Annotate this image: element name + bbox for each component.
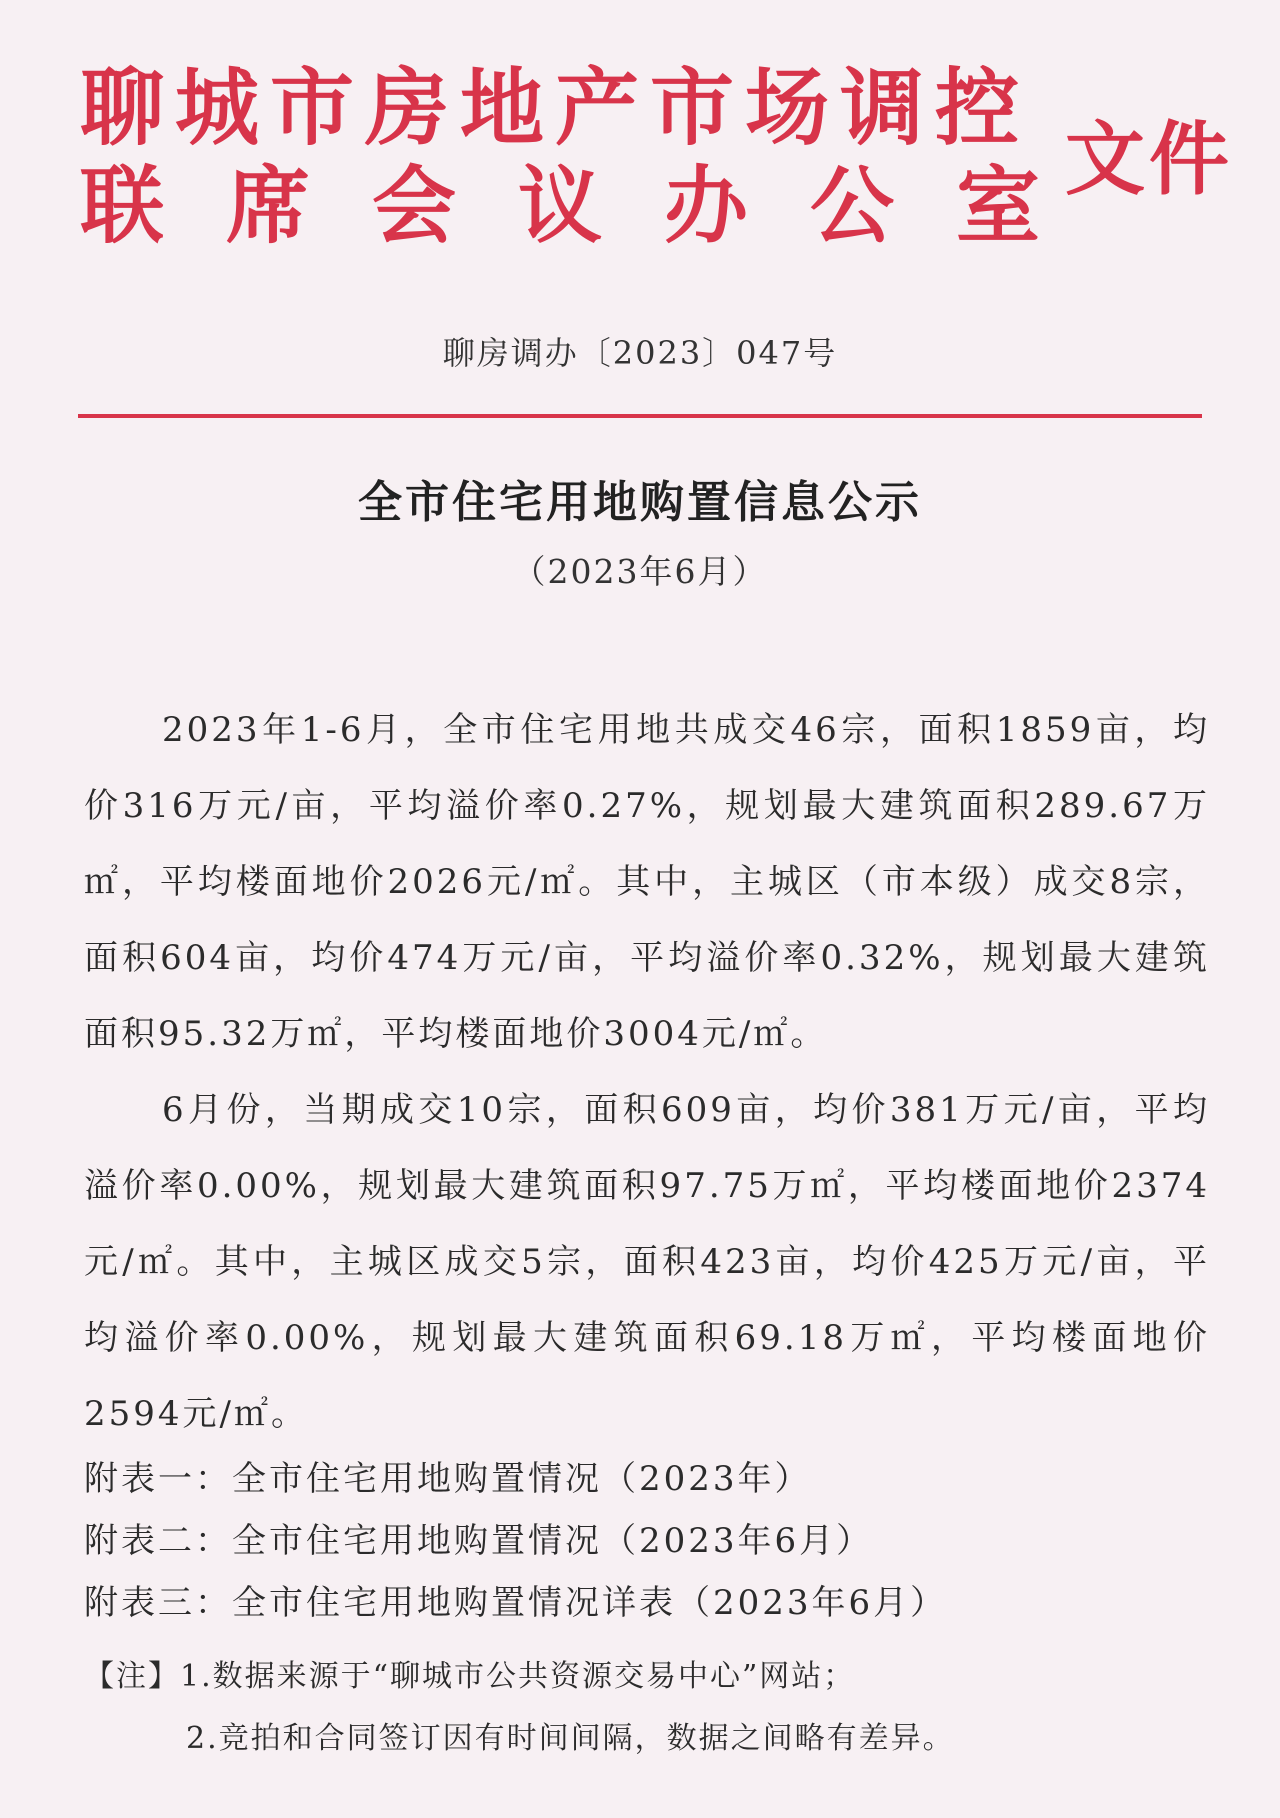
document-title: 全市住宅用地购置信息公示 bbox=[358, 477, 922, 528]
body-paragraph-2: 6月份，当期成交10宗，面积609亩，均价381万元/亩，平均溢价率0.00%，规划最大建筑面积97.75万㎡，平均楼面地价2374元/㎡。其中，主城区成交5宗，面积423亩，均价425万元/亩，平均溢价率0.00%，规划最大建筑面积69.18万㎡，平均楼面地价2594元/㎡。 bbox=[84, 1090, 1210, 1434]
attachment-item: 附表一：全市住宅用地购置情况（2023年） bbox=[84, 1459, 812, 1499]
document-header bbox=[80, 48, 1233, 258]
note-line-2: 2.竞拍和合同签订因有时间间隔，数据之间略有差异。 bbox=[186, 1721, 955, 1756]
body-paragraph-1: 2023年1-6月，全市住宅用地共成交46宗，面积1859亩，均价316万元/亩，平均溢价率0.27%，规划最大建筑面积289.67万㎡，平均楼面地价2026元/㎡。其中，主城区（市本级）成交8宗，面积604亩，均价474万元/亩，平均溢价率0.32%，规划最大建筑面积95.32万㎡，平均楼面地价3004元/㎡。 bbox=[84, 710, 1210, 1054]
red-divider bbox=[78, 414, 1202, 418]
attachment-list bbox=[84, 1448, 1210, 1634]
attachment-item: 附表二：全市住宅用地购置情况（2023年6月） bbox=[84, 1521, 874, 1561]
notes-section bbox=[84, 1646, 1210, 1770]
issuing-office-line-2: 联席会议办公室 bbox=[80, 157, 1103, 255]
document-subtitle: （2023年6月） bbox=[512, 552, 768, 591]
document-type-label: 文件 bbox=[1065, 113, 1233, 206]
attachment-item: 附表三：全市住宅用地购置情况详表（2023年6月） bbox=[84, 1583, 948, 1623]
note-line-1: 【注】1.数据来源于“聊城市公共资源交易中心”网站； bbox=[84, 1659, 856, 1694]
document-number: 聊房调办〔2023〕047号 bbox=[442, 334, 838, 372]
issuing-office-line-1: 聊城市房地产市场调控 bbox=[80, 59, 1031, 157]
document-body bbox=[84, 692, 1210, 1452]
